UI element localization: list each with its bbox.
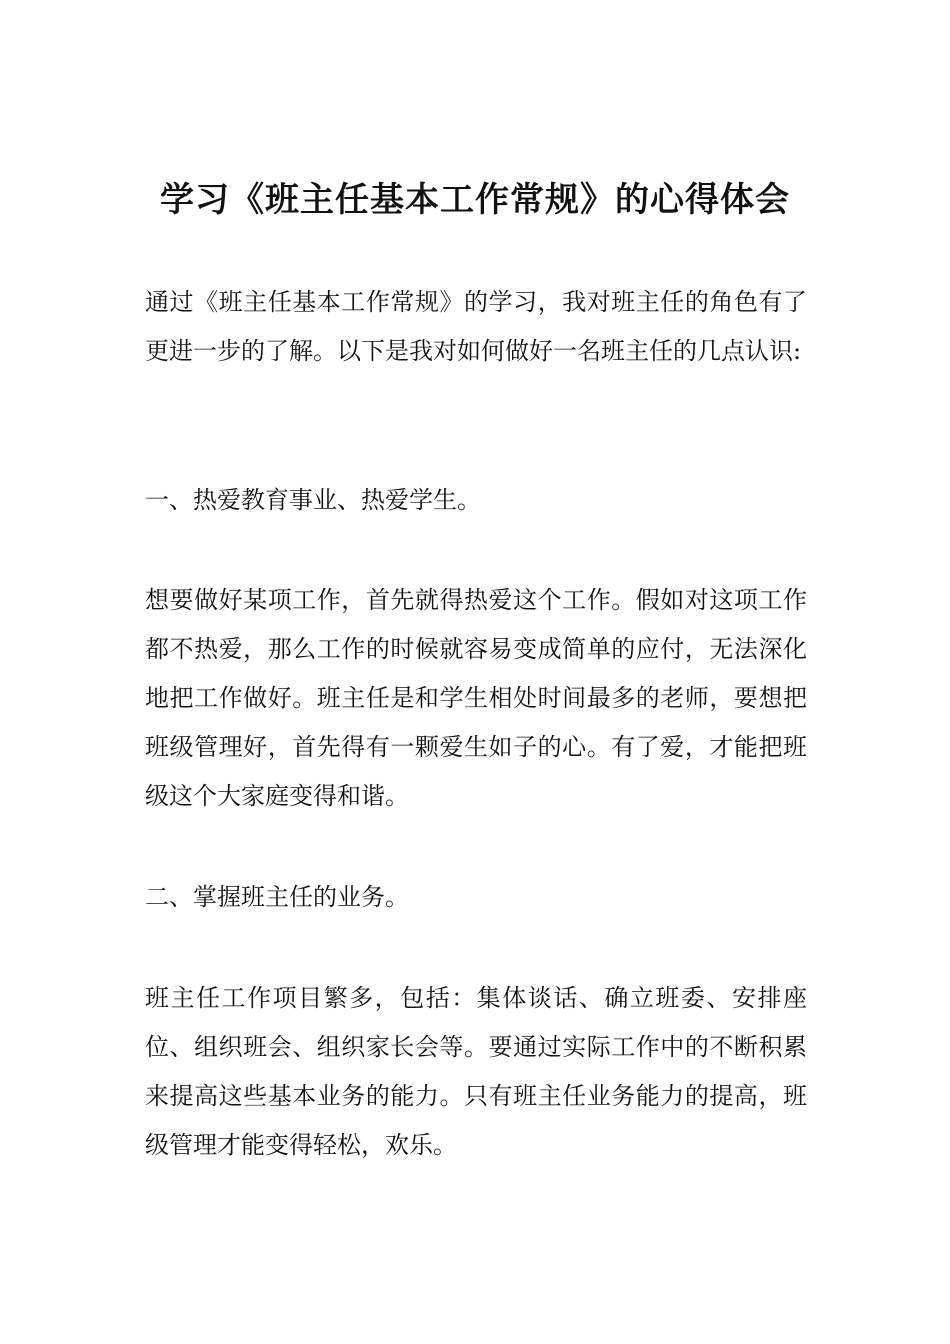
section-1-paragraph: 想要做好某项工作，首先就得热爱这个工作。假如对这项工作都不热爱，那么工作的时候就容易变成简单的应付，无法深化地把工作做好。班主任是和学生相处时间最多的老师，要想把班级管理好，首先得有一颗爱生如子的心。有了爱，才能把班级这个大家庭变得和谐。 <box>145 586 807 810</box>
document-title: 学习《班主任基本工作常规》的心得体会 <box>160 180 790 220</box>
section-heading-1: 一、热爱教育事业、热爱学生。 <box>145 486 481 514</box>
section-heading-2: 二、掌握班主任的业务。 <box>145 883 409 911</box>
intro-paragraph: 通过《班主任基本工作常规》的学习，我对班主任的角色有了更进一步的了解。以下是我对如何做好一名班主任的几点认识: <box>145 288 807 365</box>
section-2-paragraph: 班主任工作项目繁多，包括：集体谈话、确立班委、安排座位、组织班会、组织家长会等。要通过实际工作中的不断积累来提高这些基本业务的能力。只有班主任业务能力的提高，班级管理才能变得轻松，欢乐。 <box>145 984 807 1159</box>
